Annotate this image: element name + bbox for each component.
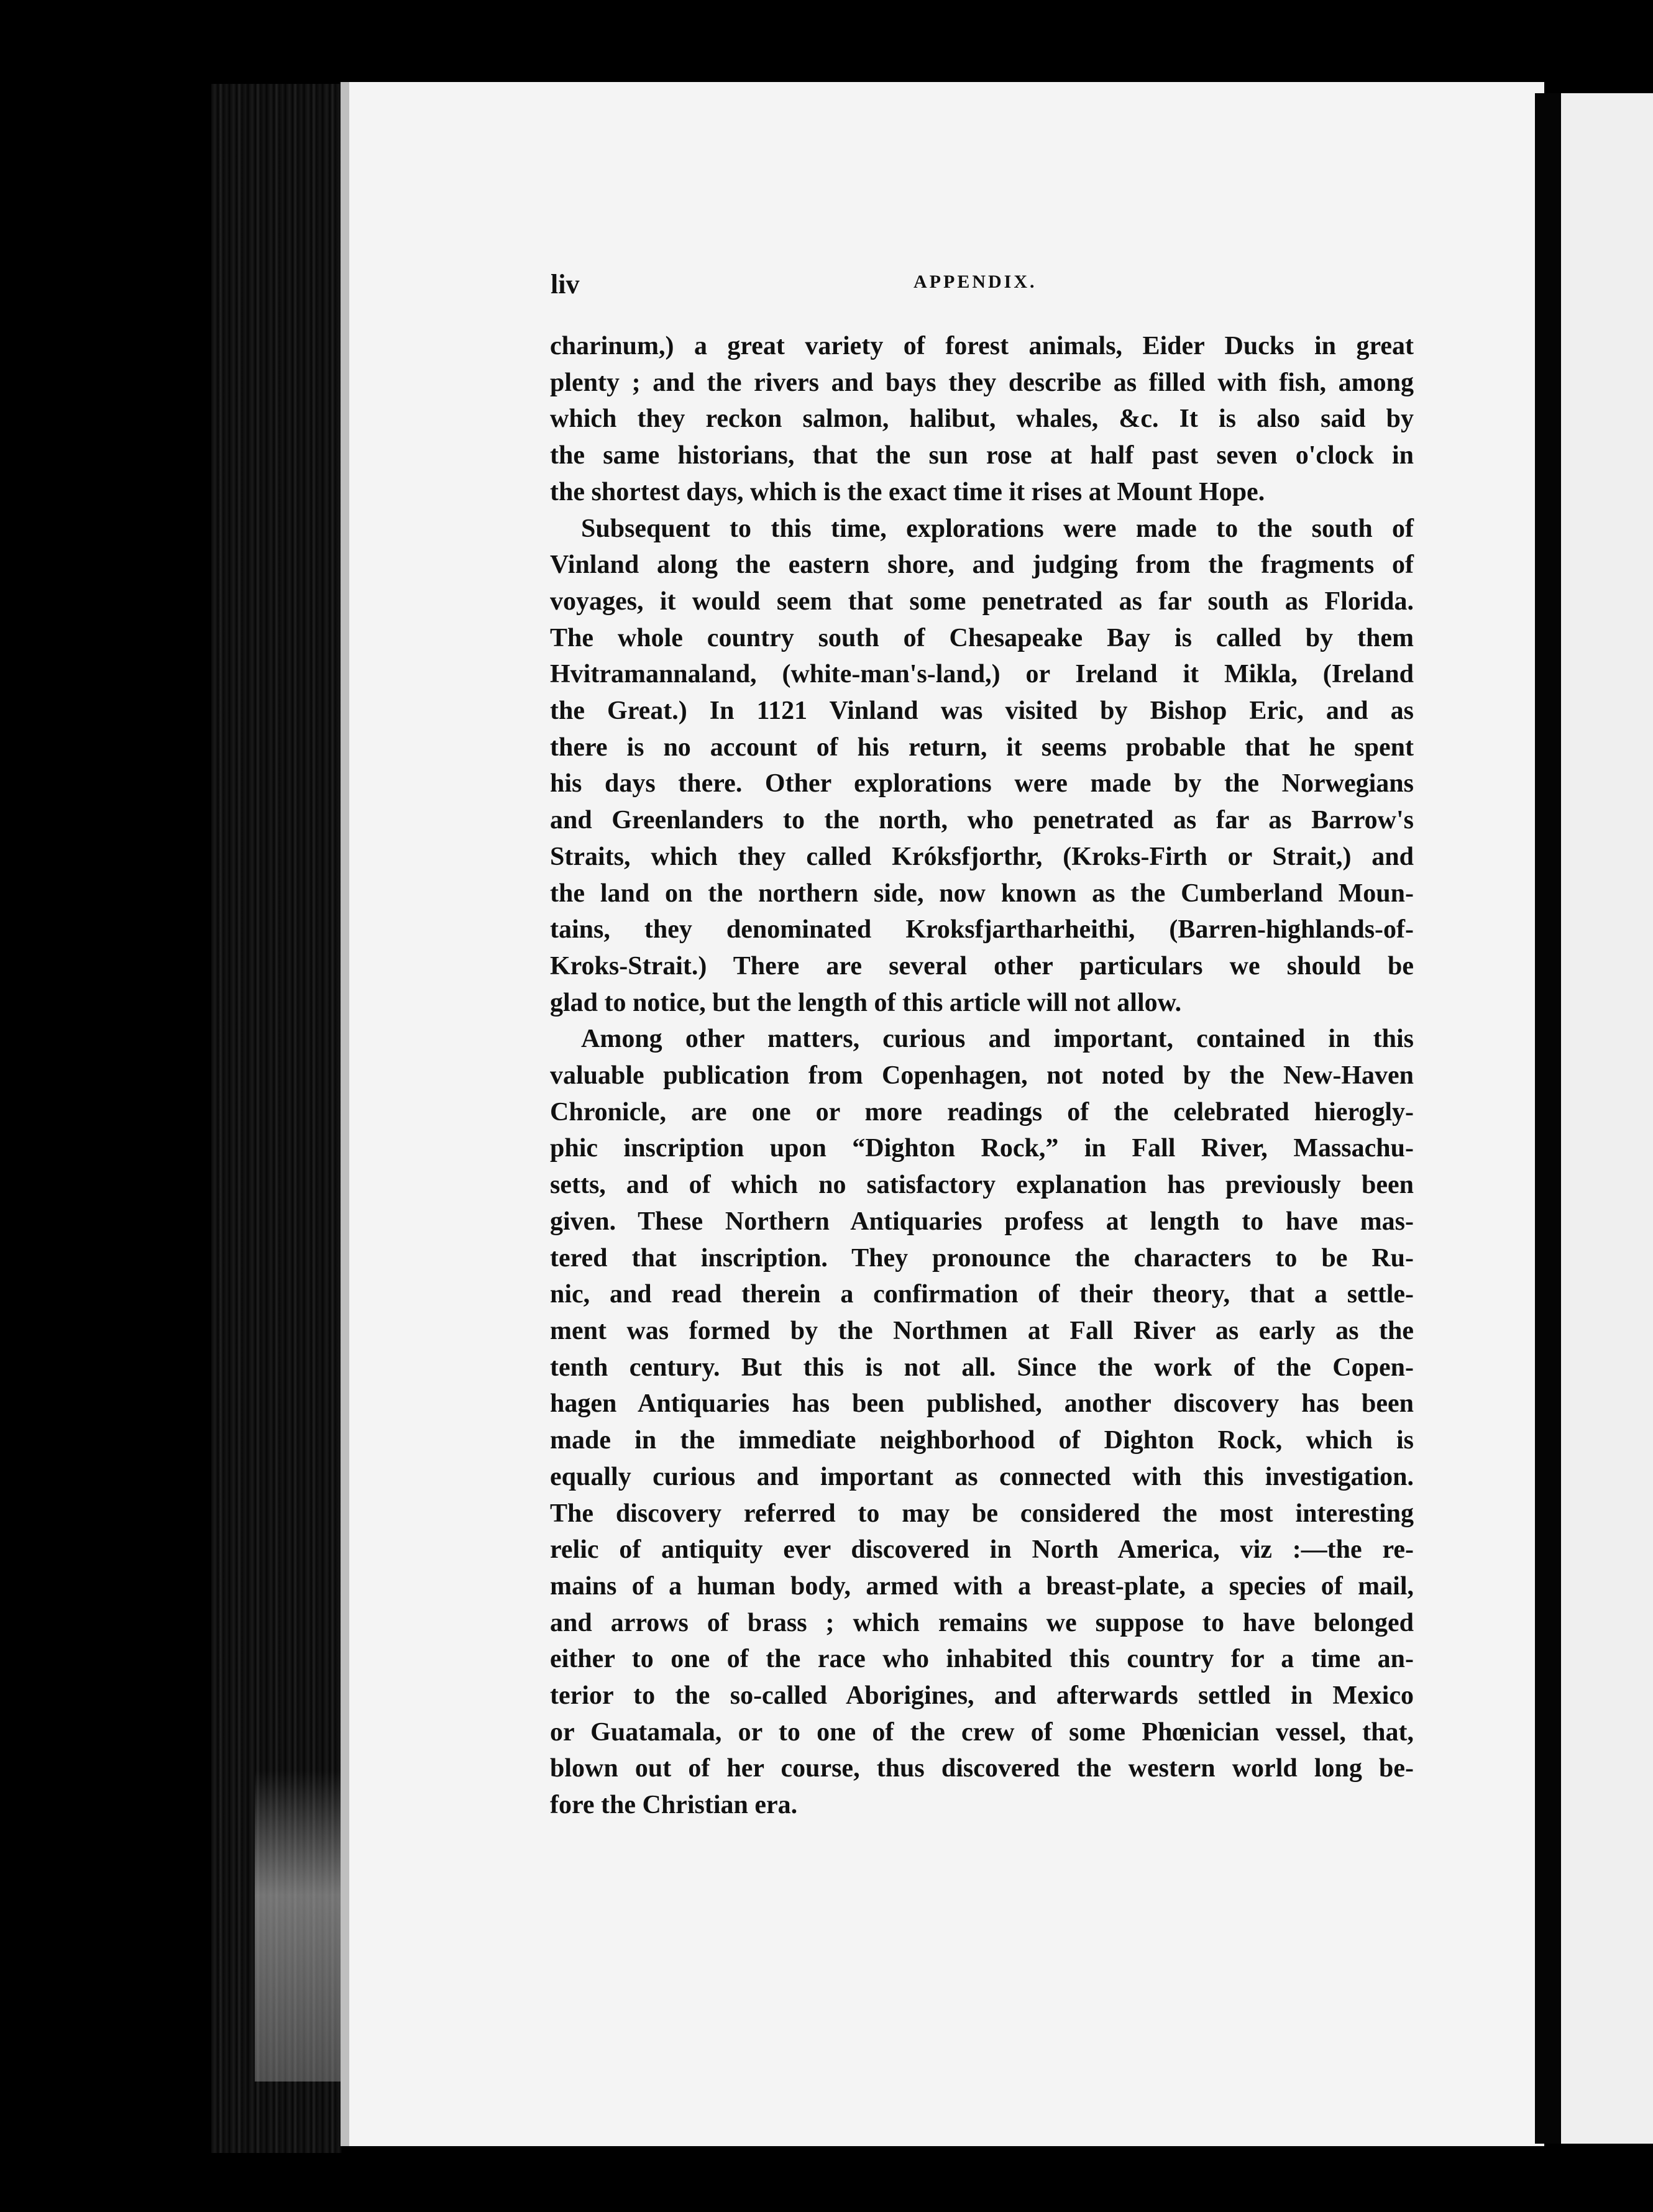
edge-glare [255, 1771, 342, 2082]
text-line: nic, and read therein a confirmation of their theory, that a settle- [550, 1280, 1414, 1309]
page-number: liv [551, 269, 580, 299]
text-line: the Great.) In 1121 Vinland was visited by Bishop Eric, and as [550, 697, 1414, 726]
text-line: there is no account of his return, it seems probable that he spent [550, 733, 1414, 762]
text-line: his days there. Other explorations were made by the Norwegians [550, 769, 1414, 798]
facing-page [1561, 93, 1653, 2144]
text-line: Vinland along the eastern shore, and judging from the fragments of [550, 551, 1414, 580]
gutter [1535, 93, 1561, 2144]
text-line: plenty ; and the rivers and bays they describe as filled with fish, among [550, 368, 1414, 397]
text-line: blown out of her course, thus discovered the western world long be- [550, 1754, 1414, 1783]
text-line: or Guatamala, or to one of the crew of some Phœnician vessel, that, [550, 1717, 1414, 1747]
text-line: terior to the so-called Aborigines, and afterwards settled in Mexico [550, 1681, 1414, 1711]
body-text [550, 328, 1414, 1824]
text-line: valuable publication from Copenhagen, not noted by the New-Haven [550, 1061, 1414, 1090]
paragraph [550, 1021, 1414, 1823]
text-line: charinum,) a great variety of forest animals, Eider Ducks in great [550, 332, 1414, 360]
text-line: Kroks-Strait.) There are several other particulars we should be [550, 951, 1414, 980]
text-line: made in the immediate neighborhood of Dighton Rock, which is [550, 1426, 1414, 1455]
running-head: APPENDIX. [914, 272, 1037, 292]
text-line: the land on the northern side, now known as the Cumberland Moun- [550, 879, 1414, 908]
text-line: voyages, it would seem that some penetrated as far south as Florida. [550, 587, 1414, 616]
text-line: hagen Antiquaries has been published, another discovery has been [550, 1389, 1414, 1419]
text-line: either to one of the race who inhabited this country for a time an- [550, 1645, 1414, 1674]
text-line: Hvitramannaland, (white-man's-land,) or Ireland it Mikla, (Ireland [550, 660, 1414, 689]
text-line: given. These Northern Antiquaries profess at length to have mas- [550, 1207, 1414, 1236]
text-line: Subsequent to this time, explorations were made to the south of [581, 514, 1414, 543]
text-line: Chronicle, are one or more readings of the celebrated hierogly- [550, 1097, 1414, 1127]
text-line: setts, and of which no satisfactory explanation has previously been [550, 1171, 1414, 1200]
text-line: fore the Christian era. [550, 1791, 798, 1820]
page-shadow [341, 82, 349, 2146]
text-line: glad to notice, but the length of this article will not allow. [550, 988, 1182, 1017]
text-line: tains, they denominated Kroksfjartharheithi, (Barren-highlands-of- [550, 915, 1414, 944]
text-line: Straits, which they called Króksfjorthr, (Kroks-Firth or Strait,) and [550, 842, 1414, 871]
text-line: phic inscription upon “Dighton Rock,” in Fall River, Massachu- [550, 1134, 1414, 1163]
text-line: ment was formed by the Northmen at Fall River as early as the [550, 1316, 1414, 1345]
text-line: The discovery referred to may be considered the most interesting [550, 1499, 1414, 1528]
text-line: and arrows of brass ; which remains we suppose to have belonged [550, 1608, 1414, 1637]
text-line: tenth century. But this is not all. Since the work of the Copen- [550, 1353, 1414, 1382]
text-line: tered that inscription. They pronounce the characters to be Ru- [550, 1243, 1414, 1273]
paragraph [550, 328, 1414, 511]
text-line: mains of a human body, armed with a breast-plate, a species of mail, [550, 1571, 1414, 1601]
text-line: which they reckon salmon, halibut, whales, &c. It is also said by [550, 404, 1414, 434]
text-line: the same historians, that the sun rose at half past seven o'clock in [550, 441, 1414, 470]
text-line: The whole country south of Chesapeake Bay is called by them [550, 623, 1414, 652]
text-line: the shortest days, which is the exact time it rises at Mount Hope. [550, 477, 1265, 506]
text-line: relic of antiquity ever discovered in North America, viz :—the re- [550, 1535, 1414, 1565]
text-line: Among other matters, curious and important, contained in this [581, 1025, 1414, 1054]
paragraph [550, 511, 1414, 1021]
text-line: equally curious and important as connected with this investigation. [550, 1462, 1414, 1491]
text-line: and Greenlanders to the north, who penetrated as far as Barrow's [550, 806, 1414, 835]
